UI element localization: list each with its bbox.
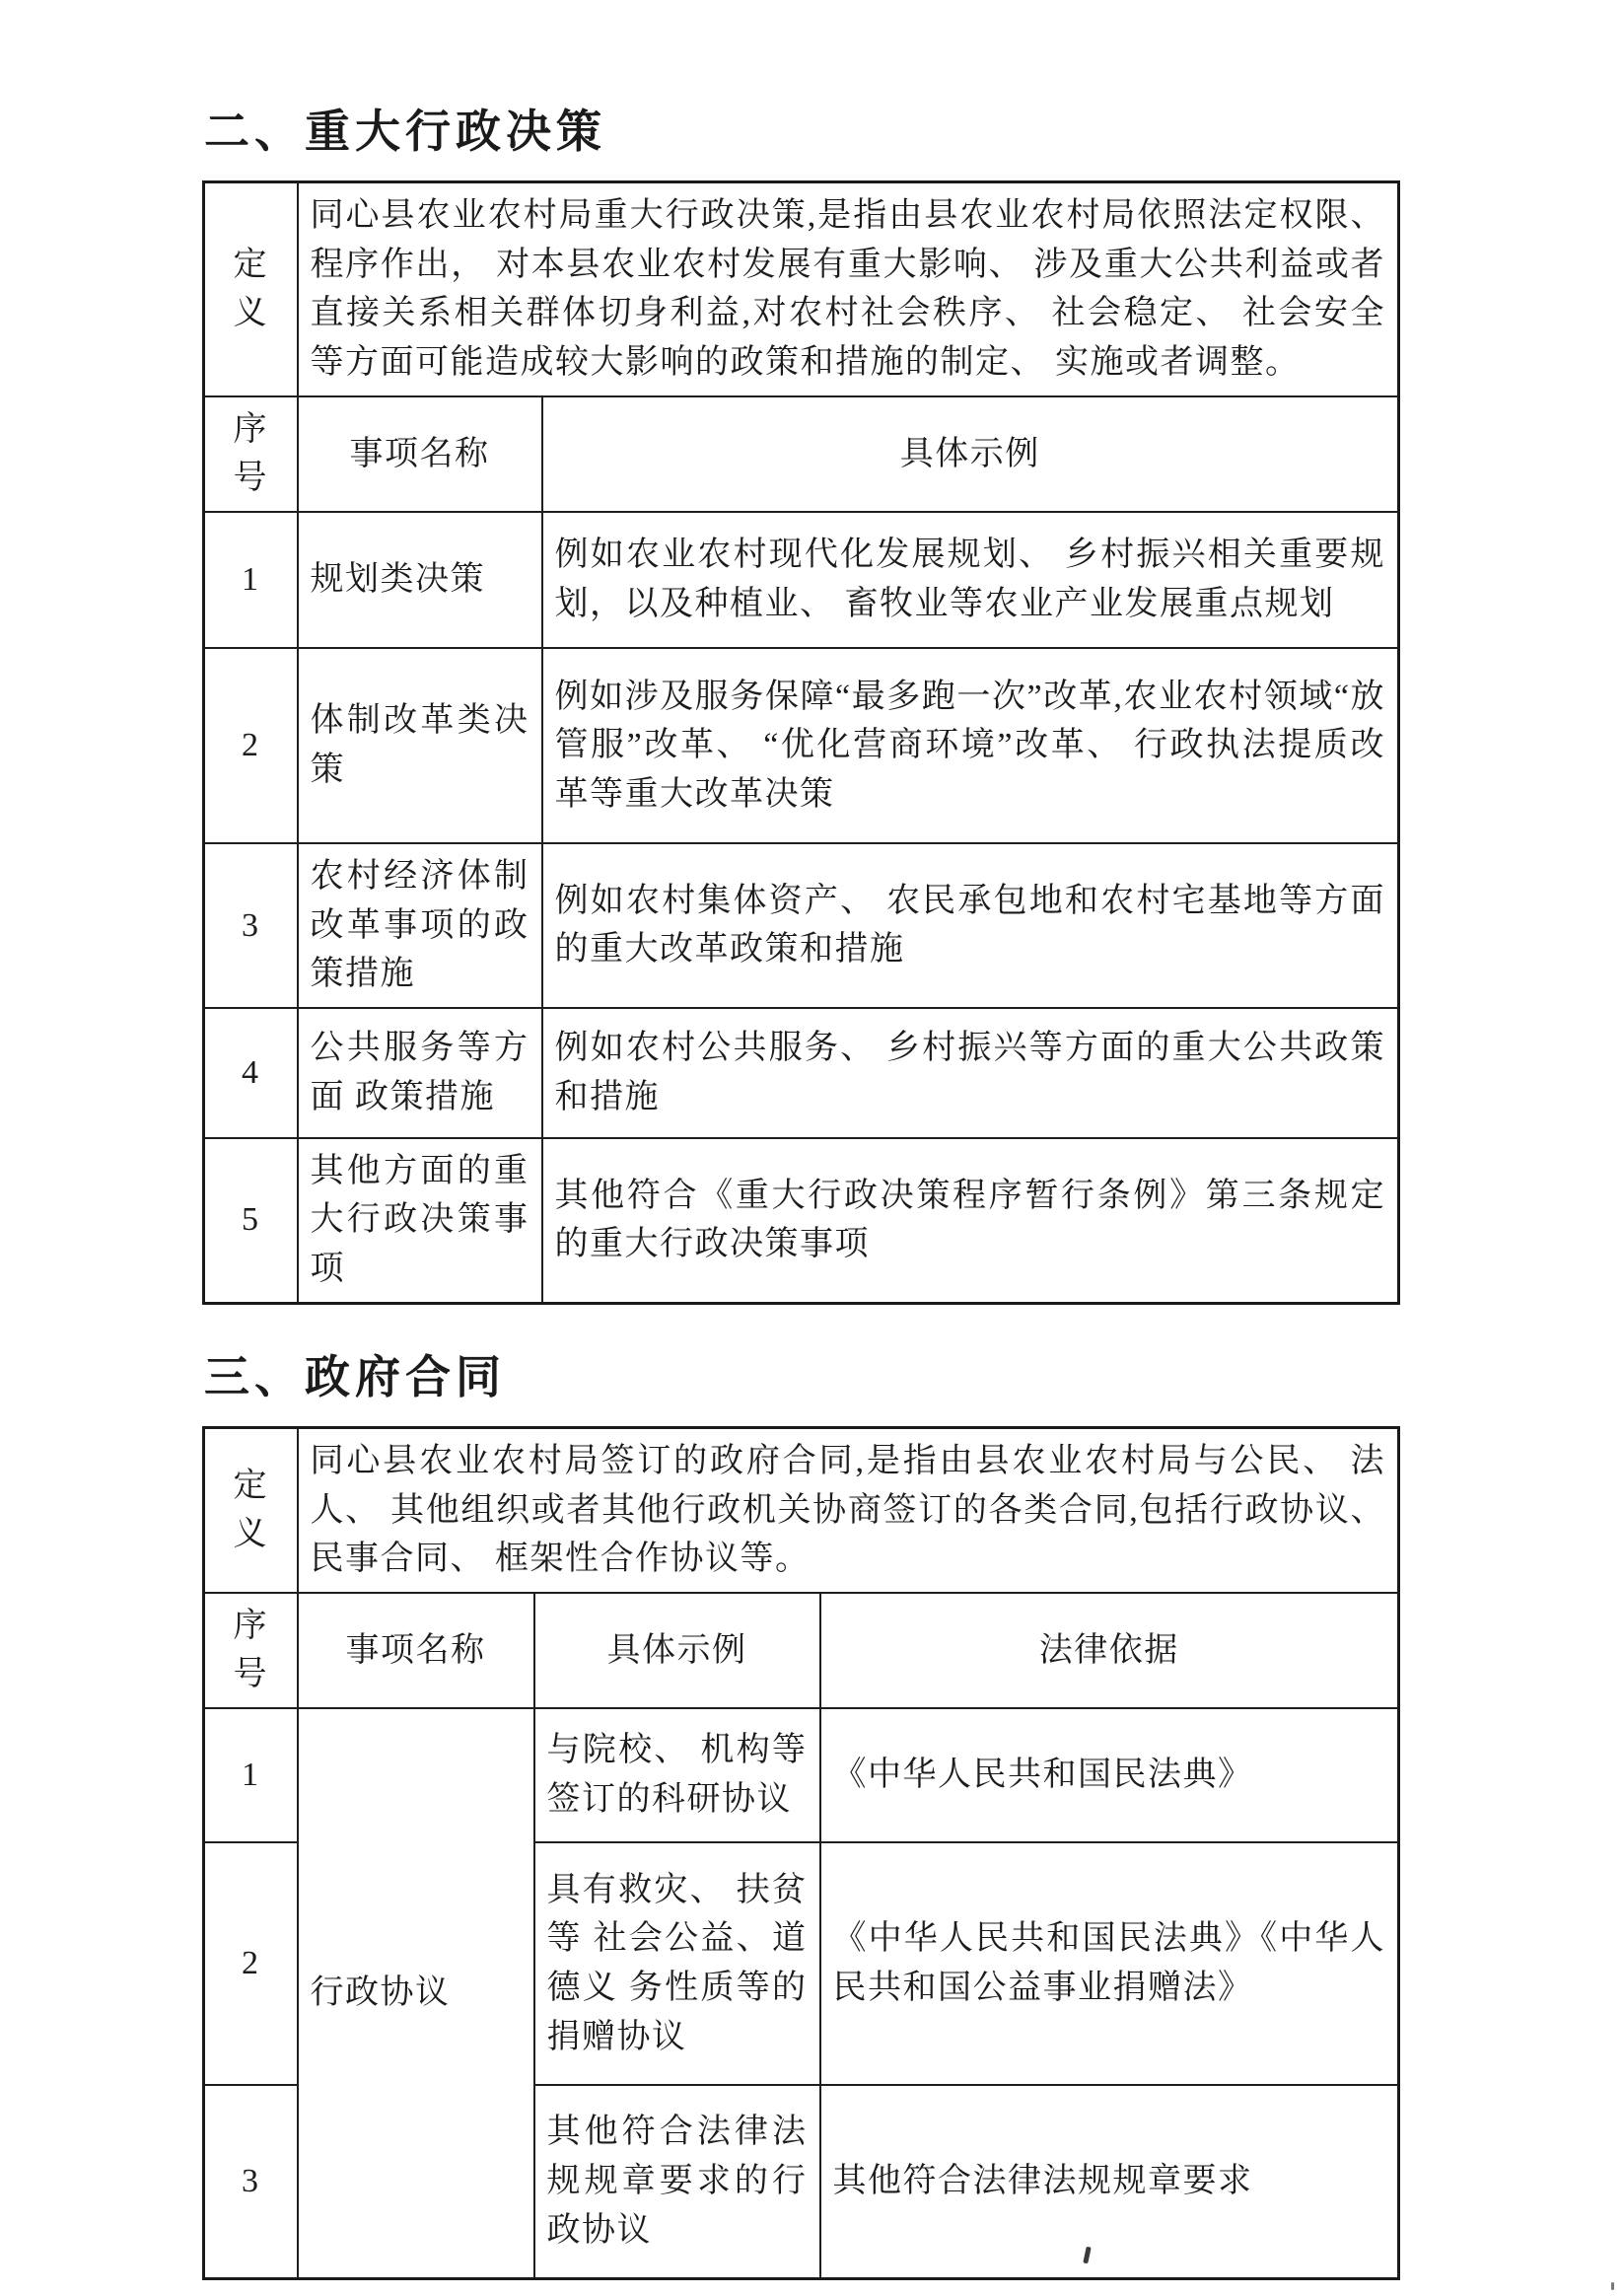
definition-row (204, 182, 1399, 396)
row-number: 5 (204, 1138, 298, 1303)
header-row (204, 396, 1399, 512)
column-header-no: 序号 (204, 396, 298, 512)
row-number: 3 (204, 843, 298, 1008)
merged-item-name: 行政协议 (298, 1708, 534, 2278)
row-number: 2 (204, 648, 298, 843)
item-name: 规划类决策 (298, 512, 542, 648)
row-number: 1 (204, 1708, 298, 1842)
scan-speck (1611, 2282, 1614, 2290)
definition-label: 定义 (204, 1427, 298, 1592)
definition-text: 同心县农业农村局重大行政决策,是指由县农业农村局依照法定权限、程序作出， 对本县农业农村发展有重大影响、 涉及重大公共利益或者直接关系相关群体切身利益,对农村社会秩序、 社会稳定、 社会安全等方面可能造成较大影响的政策和措施的制定、 实施或者调整。 (298, 182, 1399, 396)
table-row (204, 512, 1399, 648)
item-example: 例如农村集体资产、 农民承包地和农村宅基地等方面的重大改革政策和措施 (542, 843, 1399, 1008)
major-decisions-table (202, 180, 1400, 1305)
column-header-item-name: 事项名称 (298, 396, 542, 512)
legal-basis: 《中华人民共和国民法典》 (820, 1708, 1399, 1842)
item-example: 例如农村公共服务、 乡村振兴等方面的重大公共政策和措施 (542, 1008, 1399, 1138)
table-row (204, 648, 1399, 843)
column-header-legal-basis: 法律依据 (820, 1593, 1399, 1708)
legal-basis: 《中华人民共和国民法典》《中华人民共和国公益事业捐赠法》 (820, 1842, 1399, 2085)
column-header-example: 具体示例 (542, 396, 1399, 512)
table-row (204, 1008, 1399, 1138)
definition-text: 同心县农业农村局签订的政府合同,是指由县农业农村局与公民、 法人、 其他组织或者其他行政机关协商签订的各类合同,包括行政协议、 民事合同、 框架性合作协议等。 (298, 1427, 1399, 1592)
item-name: 公共服务等方面 政策措施 (298, 1008, 542, 1138)
row-number: 4 (204, 1008, 298, 1138)
table-row (204, 1138, 1399, 1303)
row-number: 3 (204, 2085, 298, 2278)
row-number: 2 (204, 1842, 298, 2085)
item-example: 具有救灾、 扶贫等 社会公益、道德义 务性质等的捐赠协议 (534, 1842, 820, 2085)
table-row (204, 1708, 1399, 1842)
legal-basis: 其他符合法律法规规章要求 (820, 2085, 1399, 2278)
definition-row (204, 1427, 1399, 1592)
item-name: 农村经济体制改革事项的政策措施 (298, 843, 542, 1008)
row-number: 1 (204, 512, 298, 648)
item-example: 与院校、 机构等签订的科研协议 (534, 1708, 820, 1842)
table-row (204, 843, 1399, 1008)
column-header-no: 序号 (204, 1593, 298, 1708)
definition-label: 定义 (204, 182, 298, 396)
item-example: 其他符合法律法规规章要求的行政协议 (534, 2085, 820, 2278)
item-example: 例如涉及服务保障“最多跑一次”改革,农业农村领域“放管服”改革、 “优化营商环境”改革、 行政执法提质改革等重大改革决策 (542, 648, 1399, 843)
section-3-heading: 三、政府合同 (204, 1349, 506, 1403)
item-name: 体制改革类决策 (298, 648, 542, 843)
item-example: 例如农业农村现代化发展规划、 乡村振兴相关重要规划，以及种植业、 畜牧业等农业产业发展重点规划 (542, 512, 1399, 648)
section-2-heading: 二、重大行政决策 (204, 105, 606, 158)
header-row (204, 1593, 1399, 1708)
item-name: 其他方面的重大行政决策事项 (298, 1138, 542, 1303)
column-header-item-name: 事项名称 (298, 1593, 534, 1708)
gov-contracts-table (202, 1426, 1400, 2280)
column-header-example: 具体示例 (534, 1593, 820, 1708)
item-example: 其他符合《重大行政决策程序暂行条例》第三条规定的重大行政决策事项 (542, 1138, 1399, 1303)
